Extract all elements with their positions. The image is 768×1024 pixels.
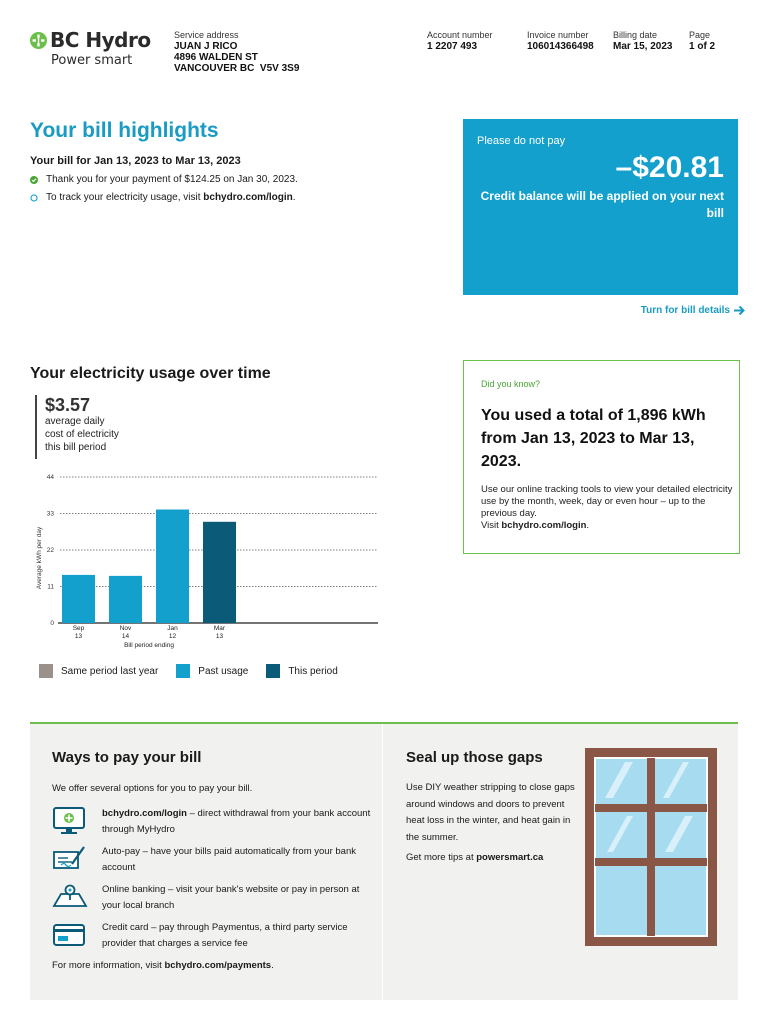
legend-swatch-last-year [39, 664, 53, 678]
powersmart-link[interactable]: powersmart.ca [476, 852, 544, 863]
average-daily-cost-label-3: this bill period [45, 442, 107, 453]
turn-for-details-label: Turn for bill details [640, 305, 730, 316]
average-daily-cost-amount: $3.57 [45, 395, 91, 415]
usage-bar-chart [30, 470, 380, 655]
y-axis-label: Average kWh per day [36, 526, 43, 590]
bank-icon [52, 882, 88, 912]
bill-period: Your bill for Jan 13, 2023 to Mar 13, 2023 [30, 155, 241, 167]
track-end: . [292, 192, 296, 203]
legend-label-this-period: This period [288, 665, 338, 677]
bc-hydro-logo-icon [30, 32, 47, 49]
brand-name: BC Hydro [50, 28, 151, 52]
check-circle-icon [30, 176, 38, 184]
x-axis-label: Bill period ending [124, 642, 174, 649]
credit-balance-message: Credit balance will be applied on your next bill [480, 189, 724, 220]
legend-label-past-usage: Past usage [198, 665, 249, 677]
usage-title: Your electricity usage over time [30, 365, 271, 382]
pay-option-card-text: Credit card – pay through Paymentus, a third party service provider that charges a service fee [102, 922, 348, 949]
y-tick-label-11: 11 [47, 583, 54, 591]
y-tick-label-33: 33 [46, 510, 54, 518]
x-tick-label-day-2: 12 [168, 633, 177, 640]
chart-legend [39, 664, 338, 678]
page-block [689, 30, 715, 52]
seal-gaps-title: Seal up those gaps [406, 749, 543, 766]
y-tick-label-22: 22 [46, 547, 54, 554]
bar-nov [109, 576, 142, 623]
did-you-know-label: Did you know? [481, 379, 541, 389]
payments-more-text: For more information, visit [52, 960, 165, 971]
do-not-pay-note: Please do not pay [477, 135, 566, 147]
brand-tagline: Power smart [51, 53, 133, 68]
legend-item-this-period [266, 664, 337, 678]
x-tick-label-day-3: 13 [215, 633, 224, 640]
tracking-end: . [586, 520, 590, 531]
x-tick-label-month-3: Mar [213, 625, 226, 632]
ways-to-pay-title: Ways to pay your bill [52, 749, 202, 766]
tracking-link[interactable]: bchydro.com/login [501, 520, 587, 531]
pay-option-online-banking [52, 882, 372, 914]
pay-option-online-text: – direct withdrawal from your bank account through MyHydro [102, 808, 371, 835]
pay-option-online-link[interactable]: bchydro.com/login [102, 808, 187, 819]
x-tick-label-month-2: Jan [167, 625, 178, 632]
service-address [174, 30, 299, 74]
x-tick-label-month-1: Nov [119, 625, 132, 632]
window-illustration [585, 748, 717, 946]
average-daily-cost [35, 395, 119, 459]
legend-swatch-this-period [266, 664, 280, 678]
invoice-number-block [527, 30, 594, 52]
average-daily-cost-label-1: average daily [45, 416, 105, 427]
bullet-circle-icon [30, 194, 38, 202]
billing-date: Mar 15, 2023 [613, 41, 673, 52]
account-number: 1 2207 493 [427, 41, 478, 52]
payments-link[interactable]: bchydro.com/payments [164, 960, 272, 971]
bill-highlights-title: Your bill highlights [30, 119, 219, 142]
bar-jan [156, 510, 189, 623]
x-tick-label-day-0: 13 [74, 633, 83, 640]
bottom-info-panel [30, 722, 738, 1000]
y-tick-label-0: 0 [50, 620, 54, 627]
invoice-number-label: Invoice number [527, 30, 589, 40]
track-link[interactable]: bchydro.com/login [203, 192, 293, 203]
payment-confirmation [30, 174, 298, 185]
pay-option-credit-card [52, 920, 372, 952]
amount-due-box [463, 119, 738, 295]
tracking-tools-body: Use our online tracking tools to view your detailed electricity use by the month, week, day or even hour – up to the previous day. [481, 484, 733, 519]
credit-card-icon [52, 920, 88, 950]
account-number-label: Account number [427, 30, 493, 40]
cheque-icon [52, 844, 88, 874]
computer-icon [52, 806, 88, 836]
billing-date-label: Billing date [613, 30, 658, 40]
seal-tip-text: Get more tips at [406, 852, 477, 863]
y-tick-label-44: 44 [46, 474, 54, 481]
did-you-know-box [463, 360, 740, 554]
pay-option-autopay-text: Auto-pay – have your bills paid automatically from your bank account [102, 846, 356, 873]
page-number: 1 of 2 [689, 41, 716, 52]
arrow-right-icon [734, 305, 746, 316]
service-address-label: Service address [174, 30, 239, 40]
x-tick-label-month-0: Sep [72, 625, 85, 632]
page-label: Page [689, 30, 711, 40]
legend-item-past-usage [176, 664, 248, 678]
x-tick-label-day-1: 14 [121, 633, 130, 640]
average-daily-cost-label-2: cost of electricity [45, 429, 119, 440]
credit-balance-amount: –$20.81 [615, 151, 724, 184]
street-address: 4896 WALDEN ST [174, 52, 258, 63]
legend-swatch-past-usage [176, 664, 190, 678]
seal-gaps-tip [406, 852, 543, 863]
track-usage-note [30, 192, 296, 203]
payments-more-end: . [271, 960, 274, 971]
pay-option-autopay [52, 844, 372, 876]
tracking-tools-text [481, 484, 736, 532]
legend-item-last-year [39, 664, 158, 678]
pay-option-online [52, 806, 372, 838]
payments-more-info [52, 960, 274, 971]
ways-to-pay-intro: We offer several options for you to pay your bill. [52, 783, 253, 794]
seal-gaps-text: Use DIY weather stripping to close gaps around windows and doors to prevent heat loss in the winter, and heat gain in the summer. [406, 782, 575, 843]
pay-option-banking-text: Online banking – visit your bank's website or pay in person at your local branch [102, 884, 360, 911]
invoice-number: 106014366498 [527, 41, 594, 52]
payment-text: Thank you for your payment of $124.25 on Jan 30, 2023. [46, 174, 298, 185]
city-address: VANCOUVER BC V5V 3S9 [174, 63, 300, 74]
bc-hydro-logo [30, 28, 160, 68]
tracking-visit: Visit [481, 520, 502, 531]
total-usage-headline: You used a total of 1,896 kWh from Jan 13, 2023 to Mar 13, 2023. [481, 407, 706, 470]
billing-date-block [613, 30, 673, 52]
account-number-block [427, 30, 493, 52]
legend-label-last-year: Same period last year [61, 665, 159, 677]
customer-name: JUAN J RICO [174, 41, 238, 52]
track-text: To track your electricity usage, visit [46, 192, 204, 203]
turn-for-details-link[interactable] [641, 305, 746, 316]
bar-sep [62, 575, 95, 623]
panel-divider [382, 724, 383, 1002]
bar-mar [203, 522, 236, 623]
